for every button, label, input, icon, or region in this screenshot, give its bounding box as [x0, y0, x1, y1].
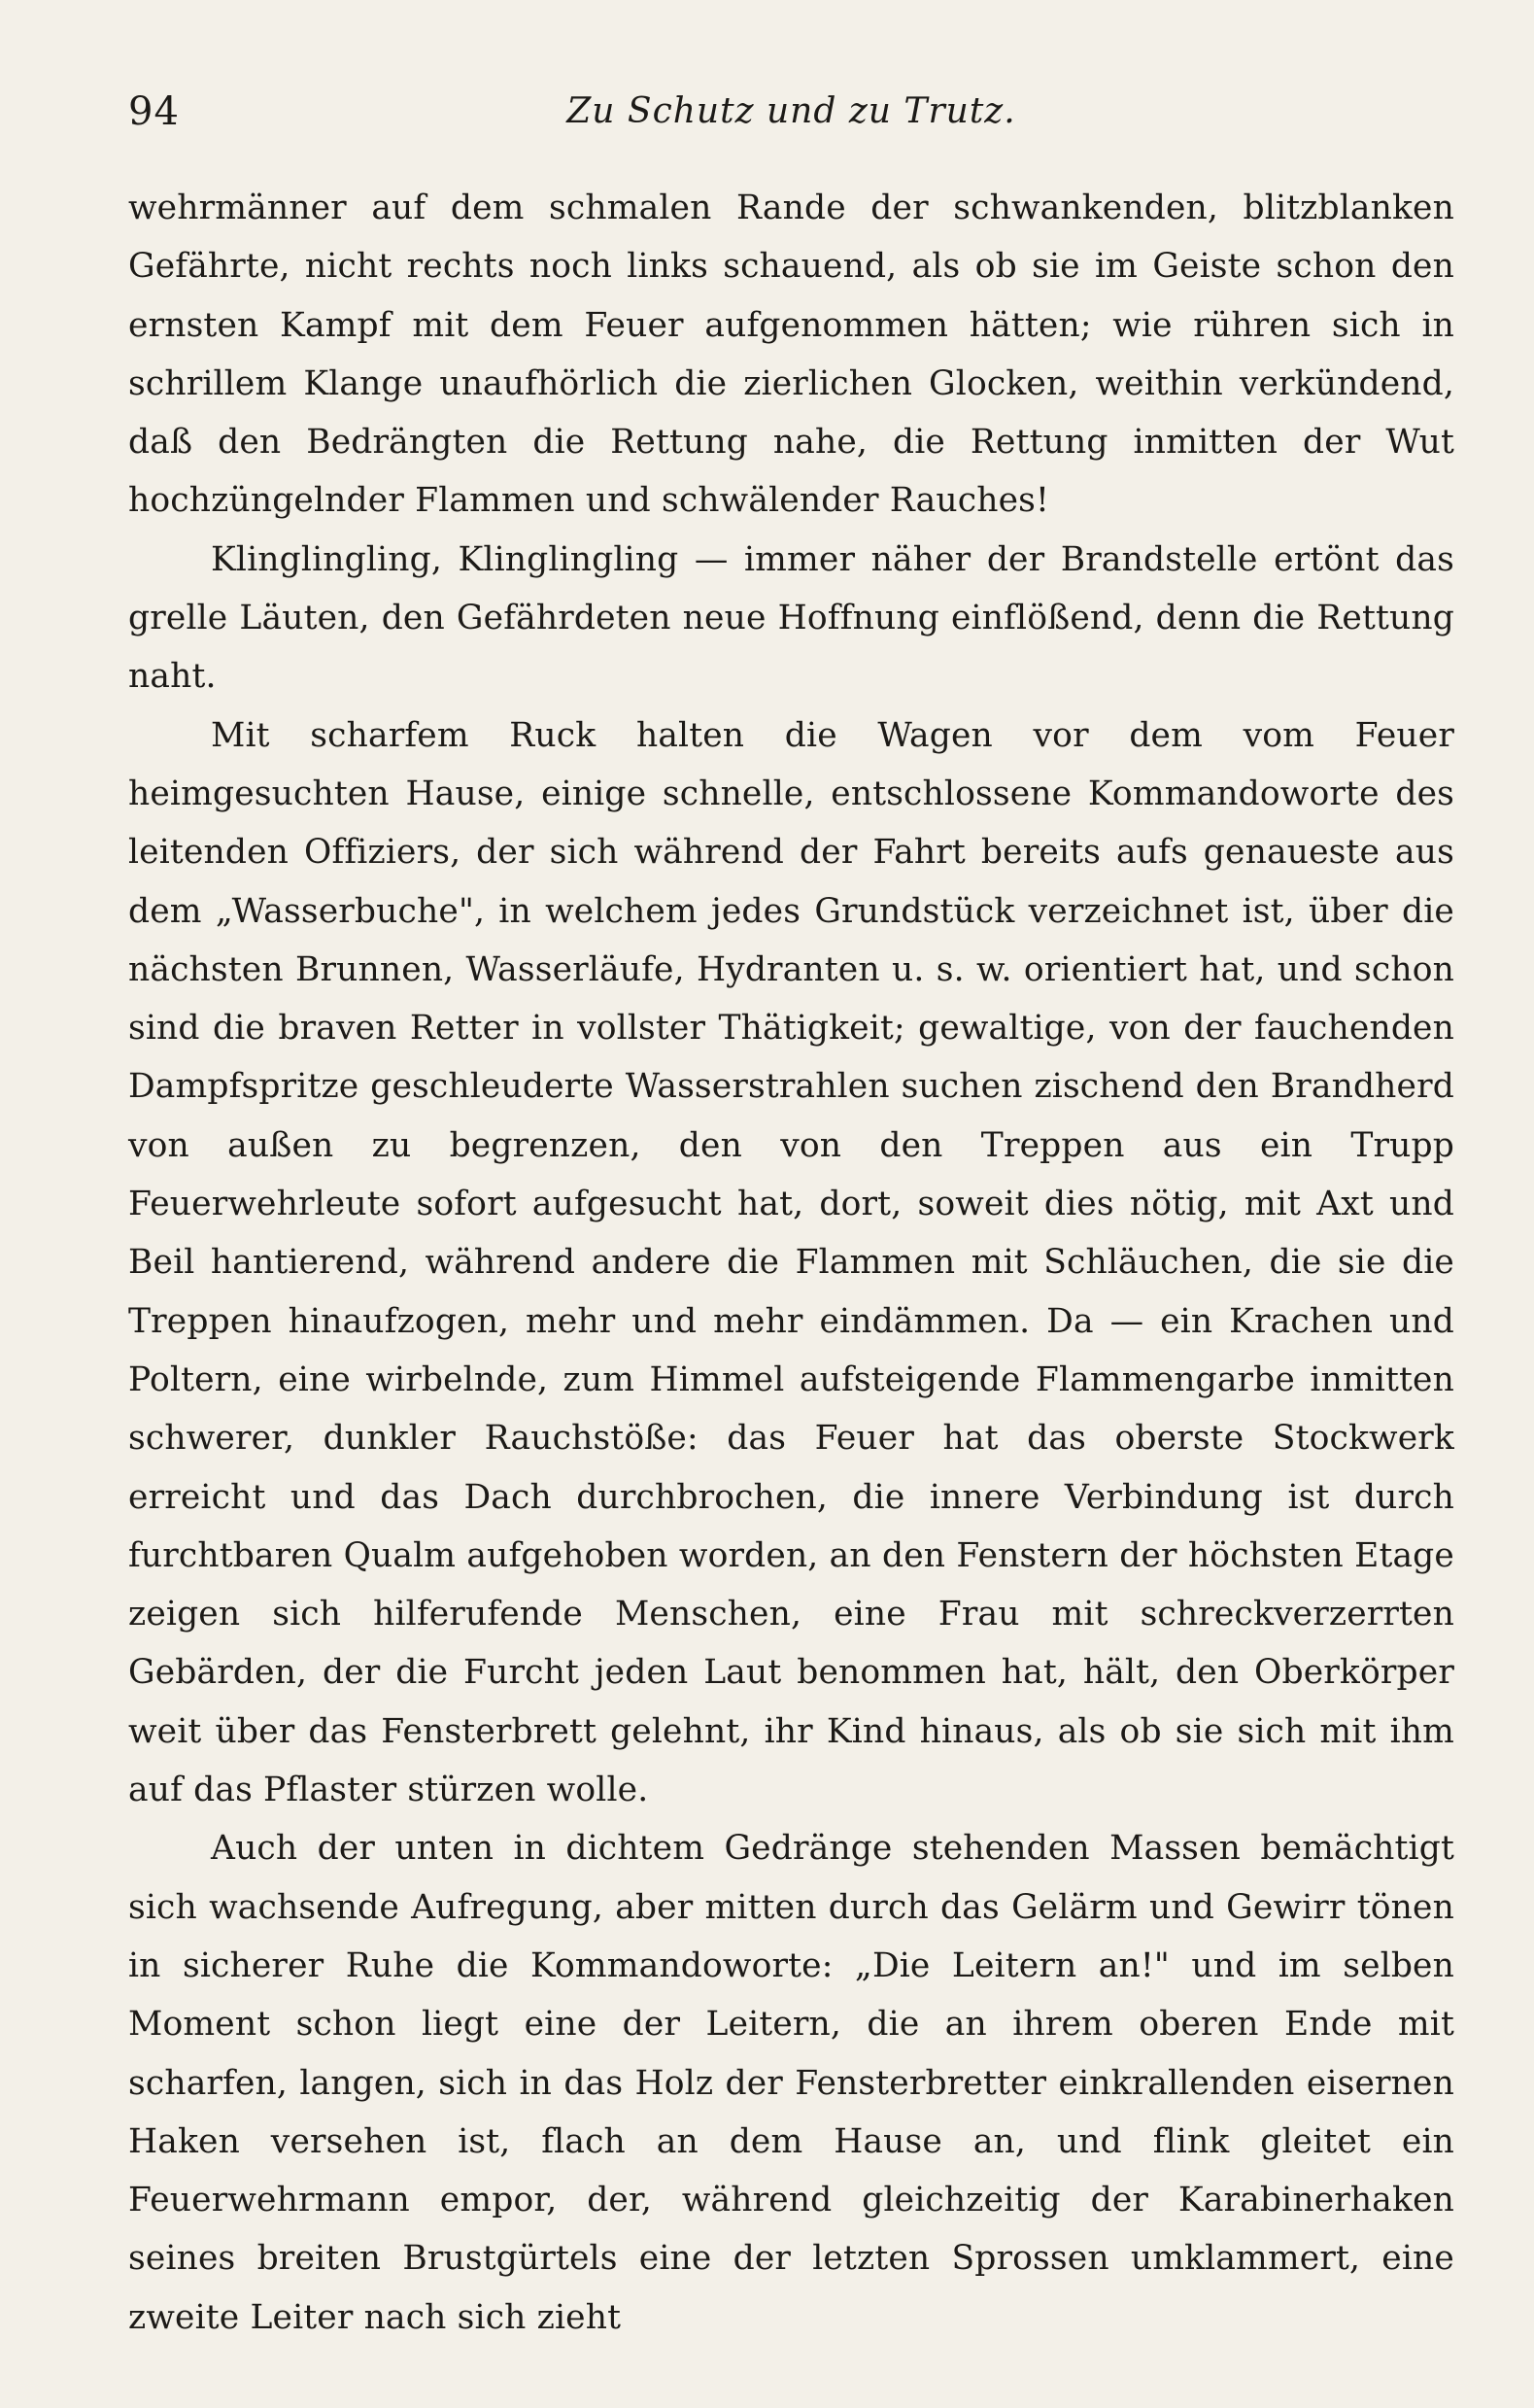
paragraph: Auch der unten in dichtem Gedränge stehenden Massen bemächtigt sich wachsende Aufregung, aber mitten durch das Gelärm und Gewirr tönen in sicherer Ruhe die Kommandoworte: „Die Leitern an!" und im selben Moment schon liegt eine der Leitern, die an ihrem oberen Ende mit scharfen, langen, sich in das Holz der Fensterbretter einkrallenden eisernen Haken versehen ist, flach an dem Hause an, und flink gleitet ein Feuerwehrmann empor, der, während gleichzeitig der Karabinerhaken seines breiten Brustgürtels eine der letzten Sprossen umklammert, eine zweite Leiter nach sich zieht — [128, 1829, 1454, 2337]
page-header — [128, 89, 1454, 148]
paragraph: Mit scharfem Ruck halten die Wagen vor dem vom Feuer heimgesuchten Hause, einige schnelle, entschlossene Kommandoworte des leitenden Offiziers, der sich während der Fahrt bereits aufs genaueste aus dem „Wasserbuche", in welchem jedes Grundstück verzeichnet ist, über die nächsten Brunnen, Wasserläufe, Hydranten u. s. w. orientiert hat, und schon sind die braven Retter in vollster Thätigkeit; gewaltige, von der fauchenden Dampfspritze geschleuderte Wasserstrahlen suchen zischend den Brandherd von außen zu begrenzen, den von den Treppen aus ein Trupp Feuerwehrleute sofort aufgesucht hat, dort, soweit dies nötig, mit Axt und Beil hantierend, während andere die Flammen mit Schläuchen, die sie die Treppen hinaufzogen, mehr und mehr eindämmen. Da — ein Krachen und Poltern, eine wirbelnde, zum Himmel aufsteigende Flammengarbe inmitten schwerer, dunkler Rauchstöße: das Feuer hat das oberste Stockwerk erreicht und das Dach durchbrochen, die innere Verbindung ist durch furchtbaren Qualm aufgehoben worden, an den Fenstern der höchsten Etage zeigen sich hilferufende Menschen, eine Frau mit schreckverzerrten Gebärden, der die Furcht jeden Laut benommen hat, hält, den Oberkörper weit über das Fensterbrett gelehnt, ihr Kind hinaus, als ob sie sich mit ihm auf das Pflaster stürzen wolle. — [128, 715, 1454, 1810]
page-number: 94 — [128, 89, 180, 134]
paragraph: Klinglingling, Klinglingling — immer näher der Brandstelle ertönt das grelle Läuten, den Gefährdeten neue Hoffnung einflößend, denn die Rettung naht. — [128, 539, 1454, 697]
running-title: Zu Schutz und zu Trutz. — [566, 91, 1016, 131]
body-text — [128, 179, 1454, 2347]
paragraph: wehrmänner auf dem schmalen Rande der schwankenden, blitzblanken Gefährte, nicht rechts noch links schauend, als ob sie im Geiste schon den ernsten Kampf mit dem Feuer aufgenommen hätten; wie rühren sich in schrillem Klange unaufhörlich die zierlichen Glocken, weithin verkündend, daß den Bedrängten die Rettung nahe, die Rettung inmitten der Wut hochzüngelnder Flammen und schwälender Rauches! — [128, 189, 1454, 521]
